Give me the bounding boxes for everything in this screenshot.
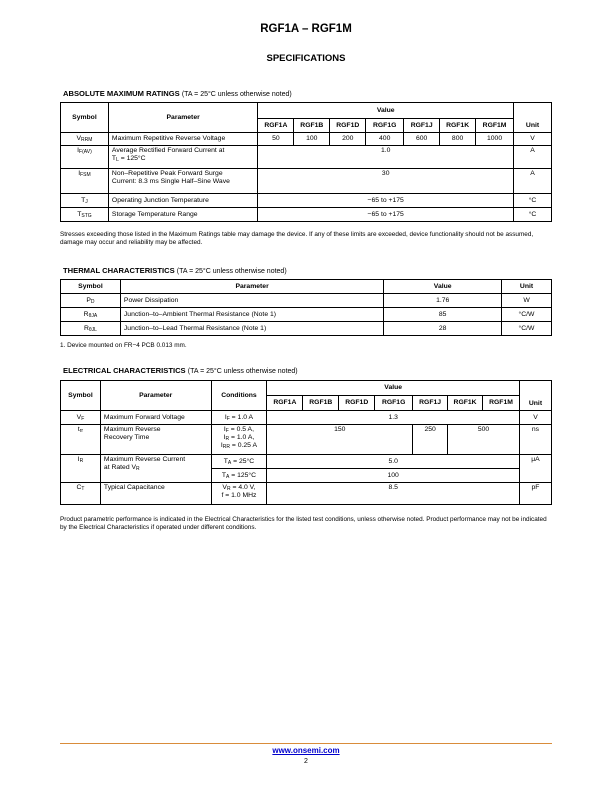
thermal-note: 1. Device mounted on FR−4 PCB 0.013 mm.: [60, 342, 187, 349]
electrical-note: Product parametric performance is indicated in the Electrical Characteristics for the listed test conditions, unless otherwise noted. Product performance may not be indicated by the Electrical Characteristics if operated under different conditions.: [60, 516, 547, 532]
value-cell: 200: [330, 133, 366, 146]
device-header: RGF1M: [483, 396, 520, 411]
value-cell: 500: [448, 425, 520, 455]
value-cell: 100: [294, 133, 330, 146]
symbol-cell: $T_J$: [61, 194, 109, 208]
device-header: RGF1A: [267, 396, 303, 411]
header-value: Value: [267, 381, 520, 396]
value-cell: 250: [413, 425, 448, 455]
parameter-cell: Maximum Repetitive Reverse Voltage: [108, 133, 257, 146]
symbol-cell: $V_F$: [61, 411, 101, 425]
parameter-cell: Typical Capacitance: [100, 483, 211, 505]
header-parameter: Parameter: [100, 381, 211, 411]
table-row: [61, 483, 552, 505]
abs-max-table: [60, 102, 552, 222]
device-header: RGF1G: [366, 119, 404, 133]
device-header: RGF1A: [258, 119, 294, 133]
website-link[interactable]: www.onsemi.com: [272, 746, 340, 755]
parameter-cell: Junction–to–Ambient Thermal Resistance (Note 1): [120, 308, 383, 322]
header-parameter: Parameter: [108, 103, 257, 133]
condition-cell: $I_F = 1.0$ A: [211, 411, 267, 425]
table-row: [61, 208, 552, 222]
table-row: [61, 146, 552, 169]
table-row: [61, 308, 552, 322]
header-symbol: Symbol: [61, 280, 121, 294]
parameter-cell: Maximum Forward Voltage: [100, 411, 211, 425]
symbol-cell: $t_{rr}$: [61, 425, 101, 455]
abs-max-note: Stresses exceeding those listed in the Maximum Ratings table may damage the device. If any of these limits are exceeded, device functionality should not be assumed, damage may occur and reliability may be affected.: [60, 231, 534, 247]
electrical-title: ELECTRICAL CHARACTERISTICS (TA = 25°C unless otherwise noted): [63, 366, 298, 375]
unit-cell: °C: [514, 208, 552, 222]
table-row: [61, 322, 552, 336]
header-unit: Unit: [502, 280, 552, 294]
unit-cell: °C/W: [502, 308, 552, 322]
value-cell: 800: [440, 133, 476, 146]
parameter-cell: Power Dissipation: [120, 294, 383, 308]
unit-cell: °C: [514, 194, 552, 208]
device-header: RGF1D: [339, 396, 375, 411]
value-cell: 30: [258, 169, 514, 194]
thermal-title: THERMAL CHARACTERISTICS (TA = 25°C unless otherwise noted): [63, 266, 287, 275]
value-cell: 600: [404, 133, 440, 146]
header-symbol: Symbol: [61, 381, 101, 411]
parameter-cell: Operating Junction Temperature: [108, 194, 257, 208]
specifications-heading: SPECIFICATIONS: [266, 53, 346, 64]
header-parameter: Parameter: [120, 280, 383, 294]
table-row: [61, 455, 552, 469]
parameter-cell: Junction–to–Lead Thermal Resistance (Note 1): [120, 322, 383, 336]
table-row: [61, 194, 552, 208]
thermal-table: [60, 279, 552, 336]
unit-cell: pF: [519, 483, 551, 505]
header-value: Value: [258, 103, 514, 119]
value-cell: 5.0: [267, 455, 520, 469]
abs-max-title: ABSOLUTE MAXIMUM RATINGS (TA = 25°C unless otherwise noted): [63, 89, 292, 98]
table-row: [61, 425, 552, 455]
table-row: [61, 411, 552, 425]
value-cell: 8.5: [267, 483, 520, 505]
header-value: Value: [384, 280, 502, 294]
device-header: RGF1B: [303, 396, 339, 411]
condition-cell: $V_R = 4.0$ V, f = 1.0 MHz: [211, 483, 267, 505]
value-cell: 50: [258, 133, 294, 146]
device-header: RGF1K: [448, 396, 483, 411]
table-row: [61, 294, 552, 308]
device-header: RGF1G: [375, 396, 413, 411]
value-cell: 28: [384, 322, 502, 336]
device-header: RGF1D: [330, 119, 366, 133]
device-header: RGF1B: [294, 119, 330, 133]
unit-cell: A: [514, 169, 552, 194]
value-cell: 1.0: [258, 146, 514, 169]
value-cell: 100: [267, 469, 520, 483]
value-cell: −65 to +175: [258, 194, 514, 208]
electrical-condition: (TA = 25°C unless otherwise noted): [187, 368, 298, 375]
symbol-cell: $V_{RRM}$: [61, 133, 109, 146]
parameter-cell: Non–Repetitive Peak Forward Surge Current: 8.3 ms Single Half–Sine Wave: [108, 169, 257, 194]
value-cell: 85: [384, 308, 502, 322]
symbol-cell: $R_{\theta JL}$: [61, 322, 121, 336]
header-conditions: Conditions: [211, 381, 267, 411]
document-title: RGF1A – RGF1M: [260, 23, 352, 35]
device-header: RGF1J: [413, 396, 448, 411]
symbol-cell: $I_R$: [61, 455, 101, 483]
condition-cell: $T_A = 125^\circ C$: [211, 469, 267, 483]
unit-cell: W: [502, 294, 552, 308]
parameter-cell: Maximum Reverse Current at Rated $V_R$: [100, 455, 211, 483]
table-row: [61, 169, 552, 194]
value-cell: 400: [366, 133, 404, 146]
unit-cell: V: [519, 411, 551, 425]
condition-cell: $I_F = 0.5$ A, $I_R = 1.0$ A, $I_{RR} = 0.25$ A: [211, 425, 267, 455]
parameter-cell: Storage Temperature Range: [108, 208, 257, 222]
parameter-cell: Average Rectified Forward Current at $T_L = 125^\circ C$: [108, 146, 257, 169]
value-cell: 150: [267, 425, 413, 455]
table-row: [61, 133, 552, 146]
unit-cell: ns: [519, 425, 551, 455]
symbol-cell: $R_{\theta JA}$: [61, 308, 121, 322]
unit-cell: μA: [519, 455, 551, 483]
symbol-cell: $I_{F(AV)}$: [61, 146, 109, 169]
header-unit: Unit: [514, 103, 552, 133]
device-header: RGF1K: [440, 119, 476, 133]
symbol-cell: $C_T$: [61, 483, 101, 505]
footer-divider: [60, 743, 552, 744]
value-cell: 1000: [476, 133, 514, 146]
page-number: 2: [304, 758, 308, 765]
device-header: RGF1M: [476, 119, 514, 133]
parameter-cell: Maximum Reverse Recovery Time: [100, 425, 211, 455]
symbol-cell: $I_{FSM}$: [61, 169, 109, 194]
symbol-cell: $T_{STG}$: [61, 208, 109, 222]
header-symbol: Symbol: [61, 103, 109, 133]
device-header: RGF1J: [404, 119, 440, 133]
abs-max-condition: (TA = 25°C unless otherwise noted): [181, 91, 292, 98]
value-cell: −65 to +175: [258, 208, 514, 222]
header-unit: Unit: [519, 381, 551, 411]
value-cell: 1.3: [267, 411, 520, 425]
thermal-condition: (TA = 25°C unless otherwise noted): [176, 268, 287, 275]
unit-cell: V: [514, 133, 552, 146]
unit-cell: A: [514, 146, 552, 169]
value-cell: 1.76: [384, 294, 502, 308]
condition-cell: $T_A = 25^\circ C$: [211, 455, 267, 469]
electrical-table: [60, 380, 552, 505]
symbol-cell: $P_D$: [61, 294, 121, 308]
unit-cell: °C/W: [502, 322, 552, 336]
